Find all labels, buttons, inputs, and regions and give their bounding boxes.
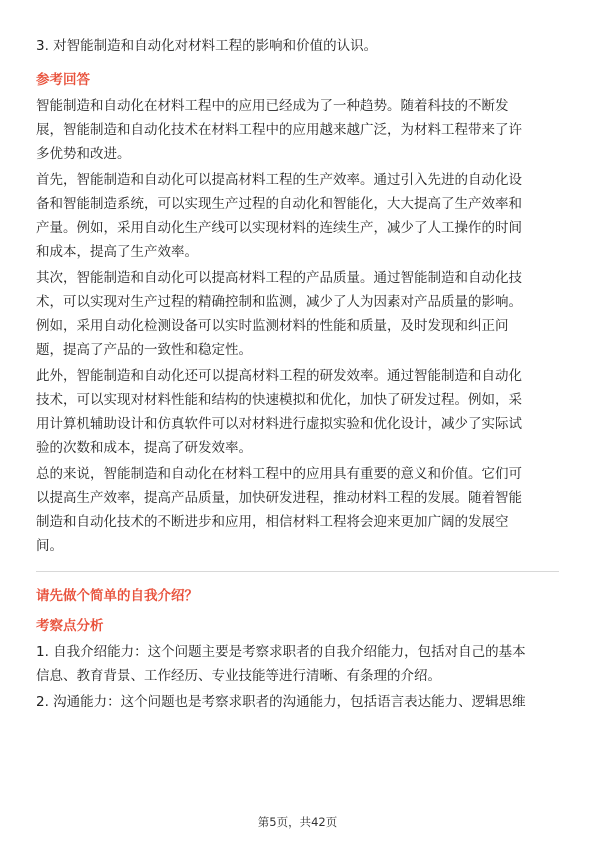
answer-body bbox=[36, 94, 559, 558]
analysis-body bbox=[36, 640, 559, 714]
answer-paragraph bbox=[36, 364, 559, 460]
text-line: 1. 自我介绍能力：这个问题主要是考察求职者的自我介绍能力，包括对自己的基本 bbox=[36, 644, 526, 660]
text-line: 术，可以实现对生产过程的精确控制和监测，减少了人为因素对产品质量的影响。 bbox=[36, 294, 522, 310]
text-line: 题，提高了产品的一致性和稳定性。 bbox=[36, 342, 252, 358]
answer-paragraph bbox=[36, 462, 559, 558]
analysis-paragraph bbox=[36, 640, 559, 688]
answer-paragraph bbox=[36, 94, 559, 166]
text-line: 首先，智能制造和自动化可以提高材料工程的生产效率。通过引入先进的自动化设 bbox=[36, 172, 522, 188]
text-line: 备和智能制造系统，可以实现生产过程的自动化和智能化，大大提高了生产效率和 bbox=[36, 196, 522, 212]
text-line: 总的来说，智能制造和自动化在材料工程中的应用具有重要的意义和价值。它们可 bbox=[36, 466, 522, 482]
text-line: 其次，智能制造和自动化可以提高材料工程的产品质量。通过智能制造和自动化技 bbox=[36, 270, 522, 286]
question-title: 请先做个简单的自我介绍？ bbox=[36, 588, 198, 604]
text-line: 智能制造和自动化在材料工程中的应用已经成为了一种趋势。随着科技的不断发 bbox=[36, 98, 509, 114]
answer-paragraph bbox=[36, 266, 559, 362]
text-line: 展，智能制造和自动化技术在材料工程中的应用越来越广泛，为材料工程带来了许 bbox=[36, 122, 522, 138]
text-line: 制造和自动化技术的不断进步和应用，相信材料工程将会迎来更加广阔的发展空 bbox=[36, 514, 509, 530]
text-line: 用计算机辅助设计和仿真软件可以对材料进行虚拟实验和优化设计，减少了实际试 bbox=[36, 416, 522, 432]
text-line: 验的次数和成本，提高了研发效率。 bbox=[36, 440, 252, 456]
analysis-paragraph bbox=[36, 690, 559, 714]
text-line: 例如，采用自动化检测设备可以实时监测材料的性能和质量，及时发现和纠正问 bbox=[36, 318, 509, 334]
text-line: 和成本，提高了生产效率。 bbox=[36, 244, 198, 260]
text-line: 以提高生产效率，提高产品质量，加快研发进程，推动材料工程的发展。随着智能 bbox=[36, 490, 522, 506]
text-line: 间。 bbox=[36, 538, 63, 554]
page-content bbox=[36, 34, 559, 714]
text-line: 2. 沟通能力：这个问题也是考察求职者的沟通能力，包括语言表达能力、逻辑思维 bbox=[36, 694, 526, 710]
analysis-heading: 考察点分析 bbox=[36, 618, 104, 634]
answer-paragraph bbox=[36, 168, 559, 264]
page-footer: 第5页，共42页 bbox=[257, 815, 338, 829]
section-divider bbox=[36, 571, 559, 572]
reference-answer-heading: 参考回答 bbox=[36, 72, 90, 88]
text-line: 产量。例如，采用自动化生产线可以实现材料的连续生产，减少了人工操作的时间 bbox=[36, 220, 522, 236]
text-line: 信息、教育背景、工作经历、专业技能等进行清晰、有条理的介绍。 bbox=[36, 668, 441, 684]
text-line: 技术，可以实现对材料性能和结构的快速模拟和优化，加快了研发过程。例如，采 bbox=[36, 392, 522, 408]
text-line: 此外，智能制造和自动化还可以提高材料工程的研发效率。通过智能制造和自动化 bbox=[36, 368, 522, 384]
text-line: 多优势和改进。 bbox=[36, 146, 131, 162]
question-item-3: 3. 对智能制造和自动化对材料工程的影响和价值的认识。 bbox=[36, 38, 378, 54]
